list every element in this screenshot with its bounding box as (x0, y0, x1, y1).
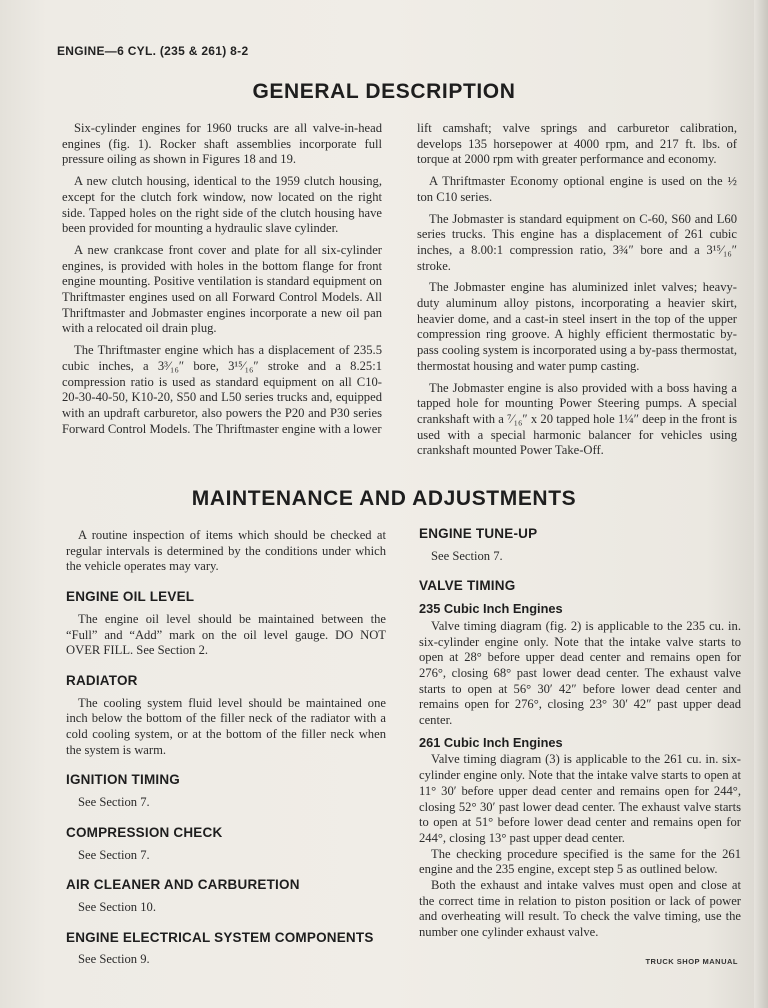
footer-manual-title: TRUCK SHOP MANUAL (645, 957, 738, 966)
compression-check-heading: COMPRESSION CHECK (66, 824, 223, 840)
paragraph: Both the exhaust and intake valves must open and close at the correct time in relation to piston position or lack of power and overheating will result. To check the valve timing, use the number one cylinder exhaust valve. (419, 878, 741, 940)
paragraph: A Thriftmaster Economy optional engine is used on the ½ ton C10 series. (417, 174, 737, 204)
tune-up-heading: ENGINE TUNE-UP (419, 526, 538, 541)
paragraph: The Thriftmaster engine which has a displacement of 235.5 cubic inches, a 3³⁄₁₆″ bore, 3¹⁵⁄₁₆″ stroke and a 8.25:1 compression ratio is used as standard equipment on all C10-20-30-40-50, K10-20, S50 and L50 series trucks and, equipped with an updraft carburetor, also powers the P20 and P30 series Forward Control Models. The Thriftmaster engine with a lower (62, 343, 382, 436)
radiator-heading: RADIATOR (66, 672, 138, 688)
paragraph: A new clutch housing, identical to the 1959 clutch housing, except for the clutch fork window, now located on the right side. Tapped holes on the right side of the clutch housing have been provided for mounting a hydraulic slave cylinder. (62, 174, 382, 236)
paragraph: lift camshaft; valve springs and carburetor calibration, develops 135 horsepower at 4000 rpm, and 217 ft. lbs. of torque at 2000 rpm with greater performance and economy. (417, 121, 737, 167)
section-reference: See Section 7. (78, 847, 150, 862)
paragraph: Six-cylinder engines for 1960 trucks are all valve-in-head engines (fig. 1). Rocker shaft assemblies incorporate full pressure oiling as shown in Figures 18 and 19. (62, 121, 382, 167)
paragraph: Valve timing diagram (3) is applicable to the 261 cu. in. six-cylinder engine only. Note that the intake valve starts to open at 11° 30′ before upper dead center and remains open for 244°, closing 52° 30′ past lower dead center. The exhaust valve starts to open at 51° before lower dead center and remains open for 244°, closing 13° past upper dead center. (419, 752, 741, 845)
oil-level-heading: ENGINE OIL LEVEL (66, 589, 195, 605)
running-head: ENGINE—6 CYL. (235 & 261) 8-2 (57, 44, 249, 58)
engine-261-subheading: 261 Cubic Inch Engines (419, 734, 563, 750)
section-reference: See Section 9. (78, 952, 150, 967)
paragraph: The Jobmaster engine is also provided with a boss having a tapped hole for mounting Power Steering pumps. A special crankshaft with a ⁷⁄₁₆″ x 20 tapped hole 1¼″ deep in the front is used with a special harmonic balancer for vehicles using crankshaft mounted Power Take-Off. (417, 380, 737, 458)
maintenance-right-column (419, 526, 741, 947)
electrical-system-heading: ENGINE ELECTRICAL SYSTEM COMPONENTS (66, 929, 374, 945)
section-reference: See Section 10. (78, 899, 156, 914)
air-cleaner-heading: AIR CLEANER AND CARBURETION (66, 877, 300, 893)
paragraph: The engine oil level should be maintained between the “Full” and “Add” mark on the oil level gauge. DO NOT OVER FILL. See Section 2. (66, 611, 386, 658)
section-reference: See Section 7. (78, 795, 150, 810)
section-reference: See Section 7. (431, 548, 503, 563)
paragraph: A new crankcase front cover and plate for all six-cylinder engines, is provided with holes in the bottom flange for front engine mounting. Positive ventilation is standard equipment on Thriftmaster engines used on all Forward Control Models. All Thriftmaster and Jobmaster engines incorporate a new oil pan with a relocated oil drain plug. (62, 242, 382, 336)
maintenance-title: MAINTENANCE AND ADJUSTMENTS (191, 487, 577, 510)
engine-235-subheading: 235 Cubic Inch Engines (419, 601, 563, 617)
ignition-timing-heading: IGNITION TIMING (66, 772, 180, 788)
general-left-column (62, 121, 382, 443)
valve-timing-heading: VALVE TIMING (419, 578, 516, 594)
paragraph: The checking procedure specified is the same for the 261 engine and the 235 engine, except step 5 as outlined below. (419, 846, 741, 877)
paragraph: The Jobmaster engine has aluminized inlet valves; heavy-duty aluminum alloy pistons, incorporating a heavier skirt, heavier dome, and a cast-in steel insert in the top of the upper compression ring groove. A highly efficient thermostatic by-pass cooling system is incorporated using a by-pass thermostat, thermostat housing and water pump casting. (417, 280, 737, 373)
paragraph: The cooling system fluid level should be maintained one inch below the bottom of the filler neck of the radiator with a cold cooling system, or at the bottom of the filler neck when the system is warm. (66, 695, 386, 757)
paragraph: The Jobmaster is standard equipment on C-60, S60 and L60 series trucks. This engine has a displacement of 261 cubic inches, a 8.00:1 compression ratio, 3¾″ bore and a 3¹⁵⁄₁₆″ stroke. (417, 211, 737, 273)
general-description-title: GENERAL DESCRIPTION (252, 80, 516, 103)
maintenance-left-column (66, 528, 386, 974)
paragraph: A routine inspection of items which should be checked at regular intervals is determined by the conditions under which the vehicle operates may vary. (66, 528, 386, 574)
general-right-column (417, 121, 737, 465)
paragraph: Valve timing diagram (fig. 2) is applicable to the 235 cu. in. six-cylinder engine only. Note that the intake valve starts to open at 28° before upper dead center and remains open for 276°, closing 68° past lower dead center. The exhaust valve starts to open at 56° 30′ 42″ before lower dead center and remains open for 276°, closing 23° 30′ 42″ past upper dead center. (419, 618, 741, 728)
